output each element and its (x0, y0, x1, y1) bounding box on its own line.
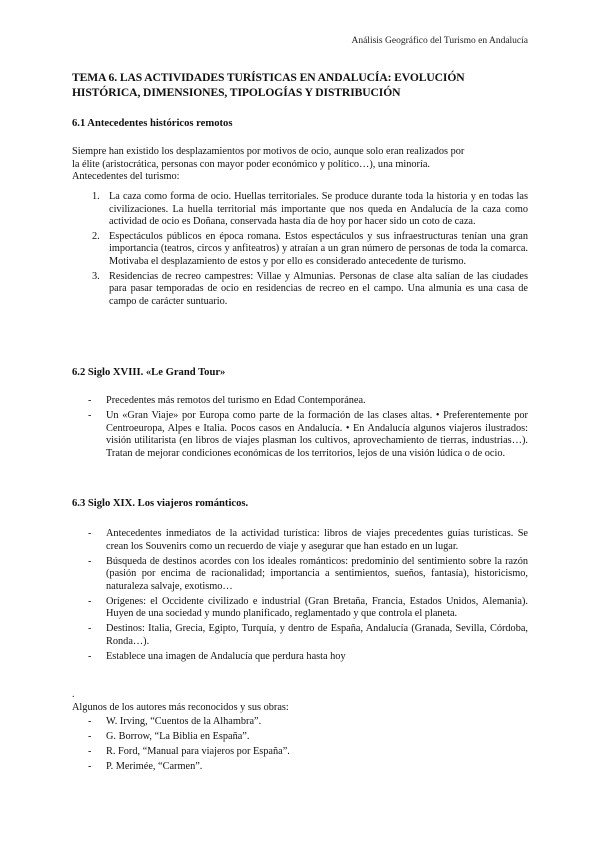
list-item (72, 623, 528, 648)
document-title: TEMA 6. LAS ACTIVIDADES TURÍSTICAS EN ANDALUCÍA: EVOLUCIÓN HISTÓRICA, DIMENSIONES, TIPOLOGÍAS Y DISTRIBUCIÓN (72, 71, 465, 99)
author-text: W. Irving, “Cuentos de la Alhambra”. (106, 716, 262, 727)
list-item-text: Precedentes más remotos del turismo en Edad Contemporánea. (106, 395, 366, 406)
intro-line: Antecedentes del turismo: (72, 171, 180, 183)
list-dash: - (88, 409, 92, 421)
list-dash: - (88, 555, 92, 567)
list-number: 2. (92, 230, 100, 242)
list-dash: - (88, 623, 92, 635)
list-dash: - (88, 730, 92, 742)
list-dash: - (88, 650, 92, 662)
list-item-text: Búsqueda de destinos acordes con los ideales románticos: predominio del sentimiento sobre la razón (pasión por encima de racionalidad; importancia a sentimientos, sueños, fantasía), historicismo, naturaleza salvaje, exotismo… (106, 555, 528, 592)
running-header: Análisis Geográfico del Turismo en Andalucía (351, 36, 528, 46)
list-item (72, 556, 528, 594)
authors-intro-text: Algunos de los autores más reconocidos y sus obras: (72, 702, 289, 713)
list-item (72, 410, 528, 460)
authors-intro (72, 702, 528, 715)
list-item (72, 651, 528, 664)
list-item-text: Orígenes: el Occidente civilizado e industrial (Gran Bretaña, Francia, Estados Unidos, Alemania). Huyen de una sociedad y mundo planificado, reglamentado y que controla el planeta. (106, 595, 528, 620)
list-dash: - (88, 395, 92, 406)
author-text: P. Merimée, “Carmen”. (106, 760, 203, 772)
list-item (72, 596, 528, 621)
intro-line: Siempre han existido los desplazamientos por motivos de ocio, aunque solo eran realizados por (72, 146, 465, 157)
list-dash: - (88, 760, 92, 772)
author-item (72, 716, 528, 729)
section-heading-6-3: 6.3 Siglo XIX. Los viajeros románticos. (72, 498, 249, 509)
list-item-text: Destinos: Italia, Grecia, Egipto, Turquía, y dentro de España, Andalucía (Granada, Sevilla, Córdoba, Ronda…). (106, 623, 528, 647)
list-dash: - (88, 528, 92, 539)
list-item (72, 191, 528, 229)
list-item (72, 395, 528, 408)
list-item (72, 528, 528, 553)
list-number: 3. (92, 270, 100, 282)
author-item (72, 746, 528, 759)
section-6-1-intro (72, 146, 528, 184)
list-dash: - (88, 745, 92, 757)
antecedents-list (72, 191, 528, 310)
section-heading-6-2: 6.2 Siglo XVIII. «Le Grand Tour» (72, 367, 226, 378)
authors-list (72, 716, 528, 776)
grand-tour-list (72, 395, 528, 463)
author-item (72, 731, 528, 744)
author-text: G. Borrow, “La Biblia en España”. (106, 730, 250, 742)
list-number: 1. (92, 191, 100, 202)
separator-dot: . (72, 689, 75, 700)
author-text: R. Ford, “Manual para viajeros por España”. (106, 745, 290, 757)
section-heading-6-1: 6.1 Antecedentes históricos remotos (72, 118, 233, 129)
romantic-travelers-list (72, 528, 528, 666)
list-item-text: Establece una imagen de Andalucía que perdura hasta hoy (106, 650, 346, 662)
list-item-text: Un «Gran Viaje» por Europa como parte de la formación de las clases altas. • Preferentemente por Centroeuropa, Alpes e Italia. Pocos casos en Andalucía. • En Andalucía algunos viajeros ilustrados: visión utilitarista (en libros de viajes plasman los cultivos, aprovechamiento de tierras, industrias…). Tratan de mejorar condiciones económicas de los territorios, lejos de una visión lúdica o de ocio. (106, 409, 528, 459)
author-item (72, 761, 528, 774)
list-item (72, 231, 528, 269)
list-dash: - (88, 716, 92, 727)
list-item-text: Residencias de recreo campestres: Villae y Almunias. Personas de clase alta salían de las ciudades para pasar temporadas de ocio en residencias de recreo en el campo. Una almunia es una casa de campo de carácter suntuario. (109, 270, 528, 307)
intro-line: la élite (aristocrática, personas con mayor poder económico y político…), una minoría. (72, 158, 430, 170)
list-dash: - (88, 595, 92, 607)
list-item-text: Antecedentes inmediatos de la actividad turística: libros de viajes precedentes guías turísticas. Se crean los Souvenirs como un recuerdo de viaje y asegurar que han estado en un lugar. (106, 528, 528, 552)
list-item-text: Espectáculos públicos en época romana. Estos espectáculos y sus infraestructuras tenían una gran importancia (teatros, circos y anfiteatros) y atraían a un gran número de personas de toda la comarca. Motivaba el desplazamiento de estos y por ello es considerado antecedente de turismo. (109, 230, 528, 267)
list-item-text: La caza como forma de ocio. Huellas territoriales. Se produce durante toda la historia y en todas las civilizaciones. La huella territorial más importante que nos queda en Andalucía de la caza como actividad de ocio es Doñana, conservada hasta día de hoy por hacer sido un coto de caza. (109, 191, 528, 228)
list-item (72, 271, 528, 309)
